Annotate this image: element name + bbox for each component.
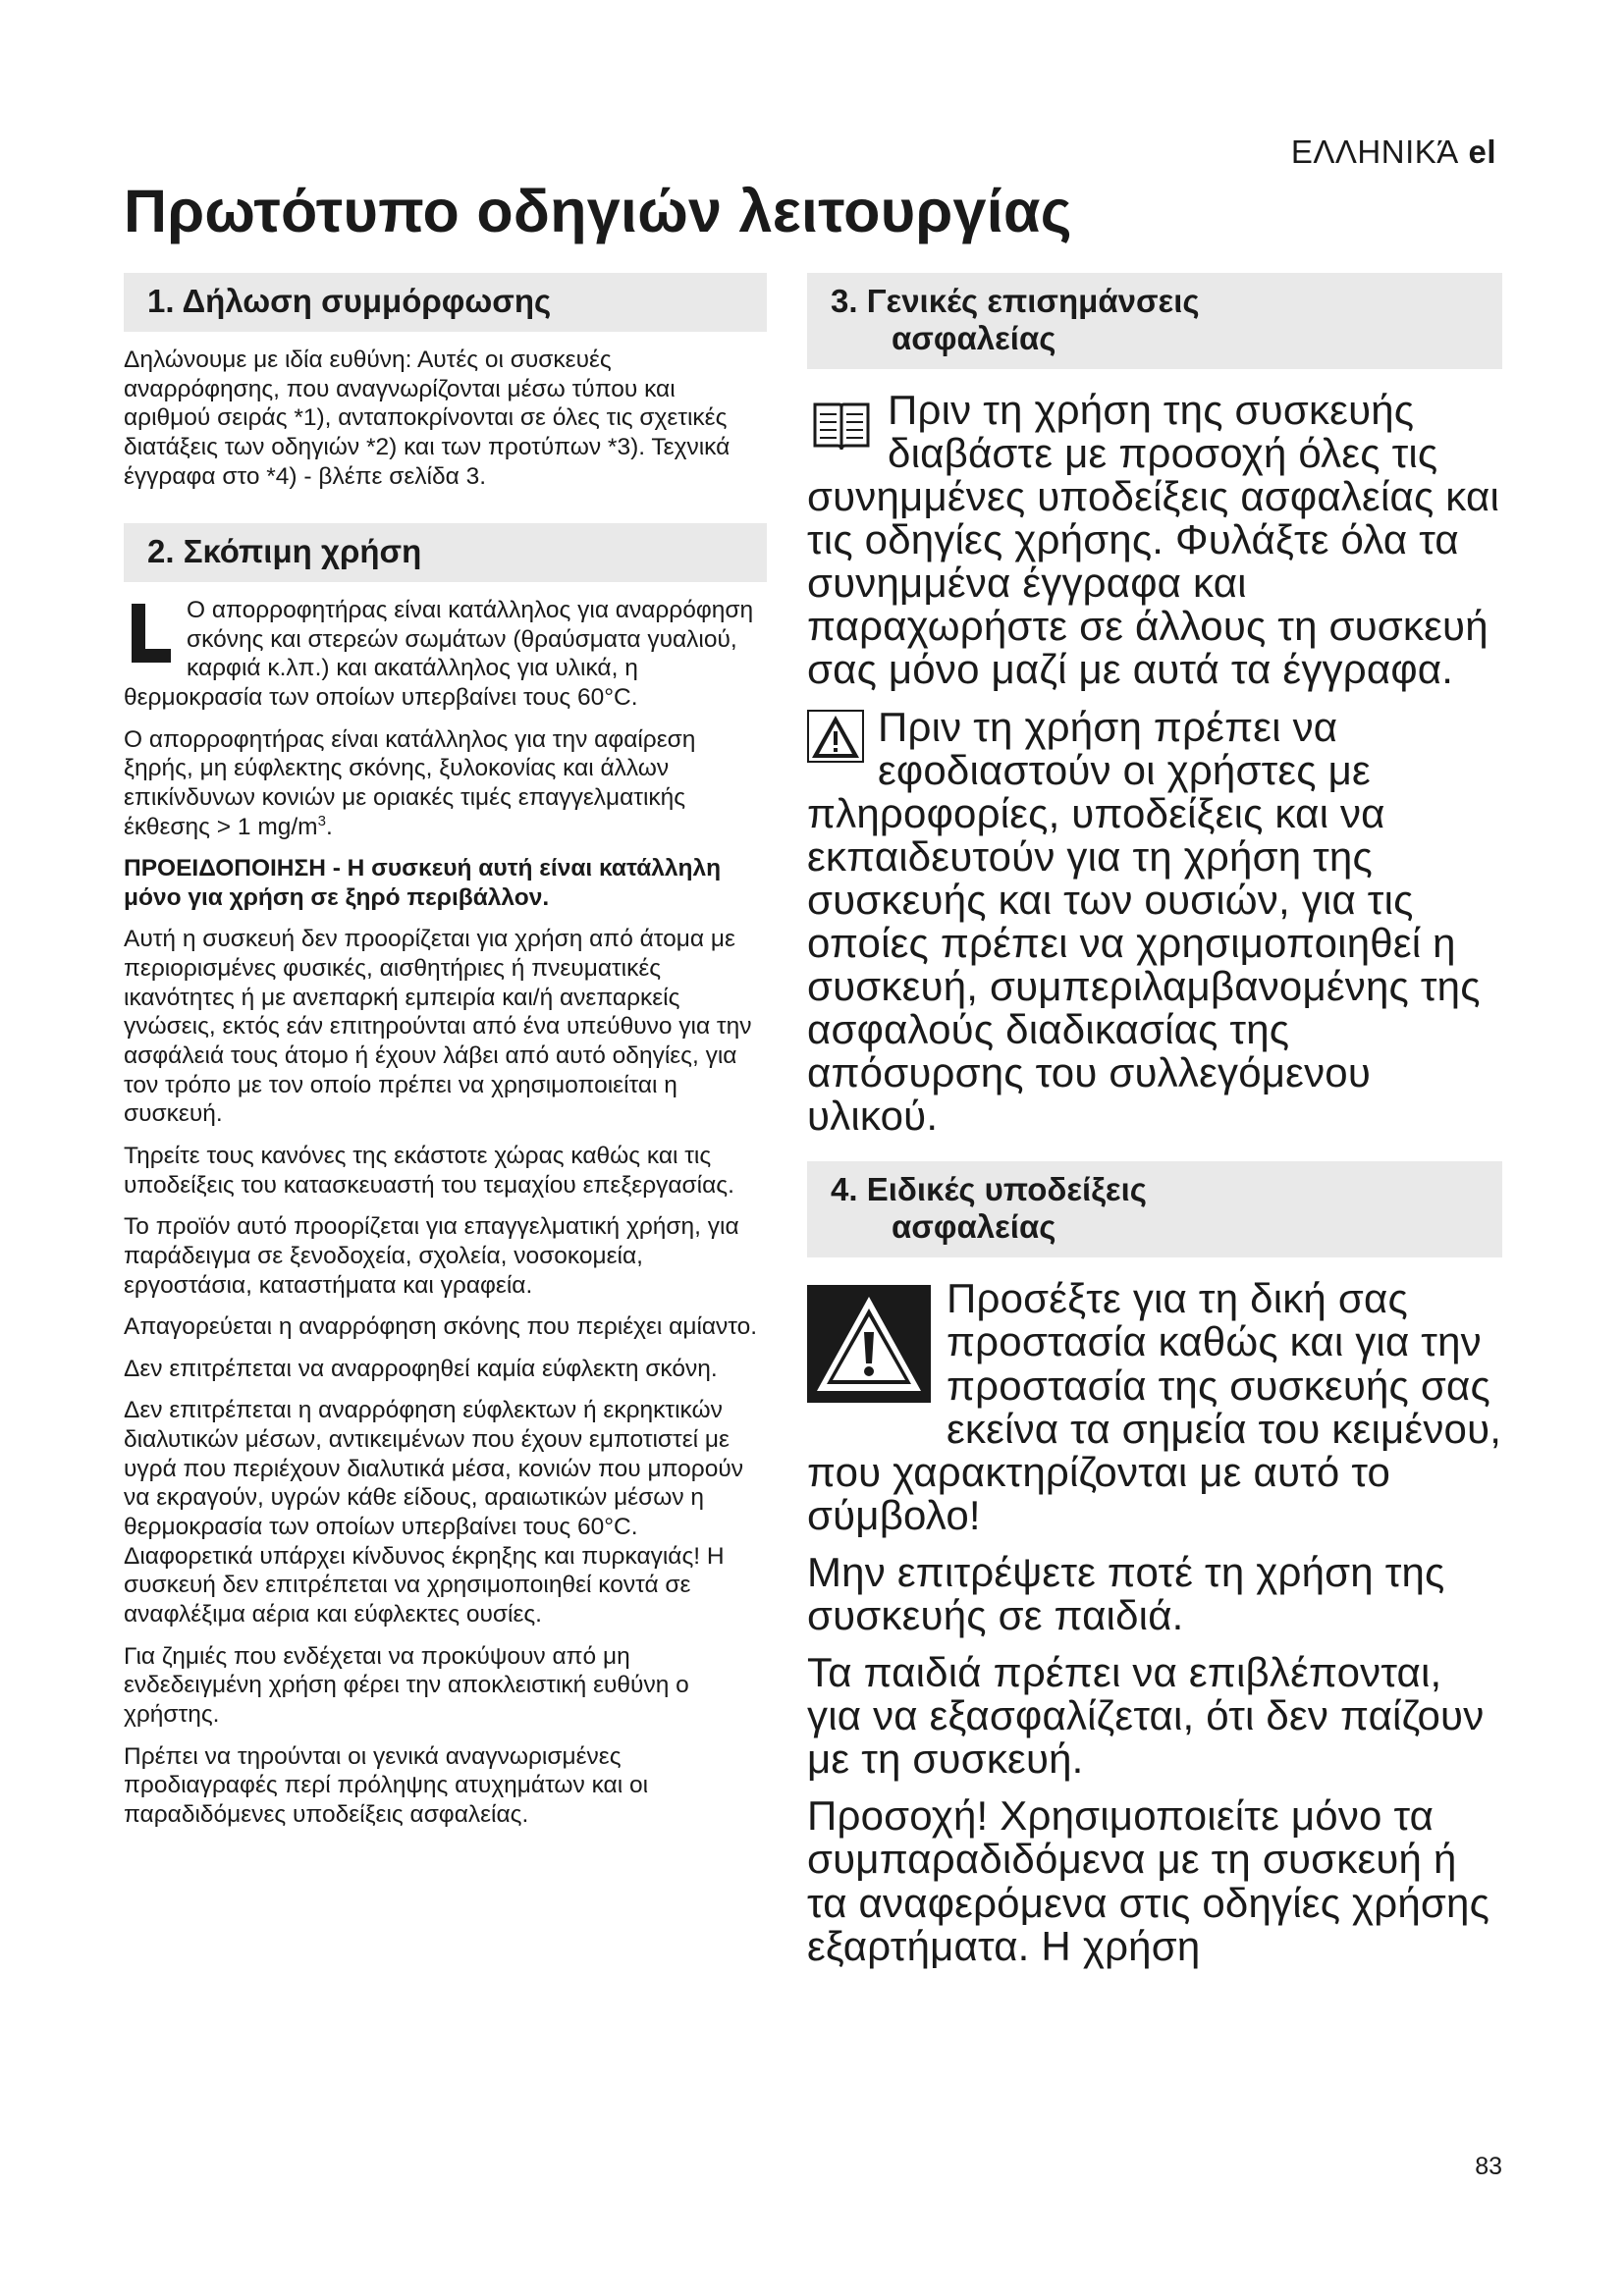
section-2-para-5: Το προϊόν αυτό προορίζεται για επαγγελματική χρήση, για παράδειγμα σε ξενοδοχεία, σχολεία, νοσοκομεία, εργοστάσια, καταστήματα και γραφεία. — [124, 1213, 739, 1299]
superscript-3: 3 — [317, 812, 326, 829]
section-2-para-4: Τηρείτε τους κανόνες της εκάστοτε χώρας καθώς και τις υποδείξεις του κατασκευαστή του τεμαχίου επεξεργασίας. — [124, 1142, 734, 1199]
section-2-para-6: Απαγορεύεται η αναρρόφηση σκόνης που περιέχει αμίαντο. — [124, 1313, 758, 1341]
section-2-para-2-text: Ο απορροφητήρας είναι κατάλληλος για την αφαίρεση ξηρής, μη εύφλεκτης σκόνης, ξυλοκονίας και άλλων επικίνδυνων κονιών με οριακές τιμές επαγγελματικής έκθεσης > 1 mg/m — [124, 725, 696, 840]
section-4-heading-line-2: ασφαλείας — [892, 1208, 1056, 1246]
section-4-para-3: Τα παιδιά πρέπει να επιβλέπονται, για να εξασφαλίζεται, ότι δεν παίζουν με τη συσκευή. — [807, 1649, 1485, 1783]
section-3-heading — [807, 273, 1502, 369]
section-4-para-4: Προσοχή! Χρησιμοποιείτε μόνο τα συμπαραδιδόμενα με τη συσκευή ή τα αναφερόμενα στις οδηγίες χρήσης εξαρτήματα. Η χρήση — [807, 1792, 1490, 1969]
section-4-heading-line-1: 4. Ειδικές υποδείξεις — [831, 1171, 1147, 1208]
section-2-para-1 — [124, 596, 767, 713]
section-2-para-8: Δεν επιτρέπεται η αναρρόφηση εύφλεκτων ή εκρηκτικών διαλυτικών μέσων, αντικειμένων που έχουν εμποτιστεί με υγρά που περιέχουν διαλυτικά μέσα, κονιών που μπορούν να εκραγούν, υγρών κάθε είδους, αραιωτικών μέσων η θερμοκρασία των οποίων υπερβαίνει τους 60°C. Διαφορετικά υπάρχει κίνδυνος έκρηξης και πυρκαγιάς! Η συσκευή δεν επιτρέπεται να χρησιμοποιηθεί κοντά σε αναφλέξιμα αέρια και εύφλεκτες ουσίες. — [124, 1397, 743, 1628]
section-2-para-2-end: . — [325, 813, 333, 840]
section-4-heading — [807, 1161, 1502, 1257]
section-3-heading-line-2: ασφαλείας — [892, 319, 1056, 356]
language-label — [1291, 133, 1496, 171]
section-4-para-1-text: Προσέξτε για τη δική σας προστασία καθώς και για την προστασία της συσκευής σας εκείνα τα σημεία του κειμένου, που χαρακτηρίζονται με αυτό το σύμβολο! — [807, 1275, 1502, 1538]
page-number: 83 — [1475, 2153, 1502, 2180]
right-column — [807, 273, 1502, 1982]
section-2-para-7: Δεν επιτρέπεται να αναρροφηθεί καμία εύφλεκτη σκόνη. — [124, 1355, 718, 1382]
warning-large-icon — [807, 1285, 931, 1403]
section-4-para-1 — [807, 1277, 1502, 1537]
section-4-para-2: Μην επιτρέψετε ποτέ τη χρήση της συσκευής σε παιδιά. — [807, 1548, 1445, 1638]
language-name: ΕΛΛΗΝΙΚΆ — [1290, 133, 1459, 170]
section-2-para-3: Αυτή η συσκευή δεν προορίζεται για χρήση από άτομα με περιορισμένες φυσικές, αισθητήριες ή πνευματικές ικανότητες ή με ανεπαρκή εμπειρία και/ή ανεπαρκείς γνώσεις, εκτός εάν επιτηρούνται από ένα υπεύθυνο για την ασφάλειά τους άτομο ή έχουν λάβει από αυτό οδηγίες, για τον τρόπο με τον οποίο πρέπει να χρησιμοποιείται η συσκευή. — [124, 926, 752, 1128]
section-1-heading: 1. Δήλωση συμμόρφωσης — [124, 273, 767, 332]
section-1-text: Δηλώνουμε με ιδία ευθύνη: Αυτές οι συσκευές αναρρόφησης, που αναγνωρίζονται μέσω τύπου και αριθμού σειράς *1), ανταποκρίνονται σε όλες τις σχετικές διατάξεις των οδηγιών *2) και των προτύπων *3). Τεχνικά έγγραφα στο *4) - βλέπε σελίδα 3. — [124, 346, 731, 490]
section-2-warning: ΠΡΟΕΙΔΟΠΟΙΗΣΗ - Η συσκευή αυτή είναι κατάλληλη μόνο για χρήση σε ξηρό περιβάλλον. — [124, 855, 722, 911]
section-3-para-2 — [807, 703, 1502, 1140]
page-title: Πρωτότυπο οδηγιών λειτουργίας — [124, 178, 1072, 244]
section-2-heading: 2. Σκόπιμη χρήση — [124, 523, 767, 582]
section-2-para-1-text: Ο απορροφητήρας είναι κατάλληλος για αναρρόφηση σκόνης και στερεών σωμάτων (θραύσματα γυαλιού, καρφιά κ.λπ.) και ακατάλληλος για υλικά, η θερμοκρασία των οποίων υπερβαίνει τους 60°C. — [124, 597, 754, 711]
section-3-para-1-text: Πριν τη χρήση της συσκευής διαβάστε με προσοχή όλες τις συνημμένες υποδείξεις ασφαλείας και τις οδηγίες χρήσης. Φυλάξτε όλα τα συνημμένα έγγραφα και παραχωρήστε σε άλλους τη συσκευή σας μόνο μαζί με αυτά τα έγγραφα. — [807, 386, 1499, 693]
section-3-para-1 — [807, 386, 1502, 693]
warning-icon — [807, 710, 864, 763]
read-manual-icon — [811, 397, 872, 454]
language-code: el — [1468, 133, 1496, 170]
section-2-para-10: Πρέπει να τηρούνται οι γενικά αναγνωρισμένες προδιαγραφές περί πρόληψης ατυχημάτων και οι παραδιδόμενες υποδείξεις ασφαλείας. — [124, 1742, 649, 1828]
section-2-para-2 — [124, 725, 767, 842]
section-2-para-9: Για ζημιές που ενδέχεται να προκύψουν από μη ενδεδειγμένη χρήση φέρει την αποκλειστική ευθύνη ο χρήστης. — [124, 1642, 689, 1728]
left-column — [124, 273, 767, 1842]
l-class-icon — [130, 602, 173, 665]
section-3-para-2-text: Πριν τη χρήση πρέπει να εφοδιαστούν οι χρήστες με πληροφορίες, υποδείξεις και να εκπαιδευτούν για τη χρήση της συσκευής και των ουσιών, για τις οποίες πρέπει να χρησιμοποιηθεί η συσκευή, συμπεριλαμβανομένης της ασφαλούς διαδικασίας της απόσυρσης του συλλεγόμενου υλικού. — [807, 703, 1481, 1140]
section-3-heading-line-1: 3. Γενικές επισημάνσεις — [831, 283, 1200, 319]
